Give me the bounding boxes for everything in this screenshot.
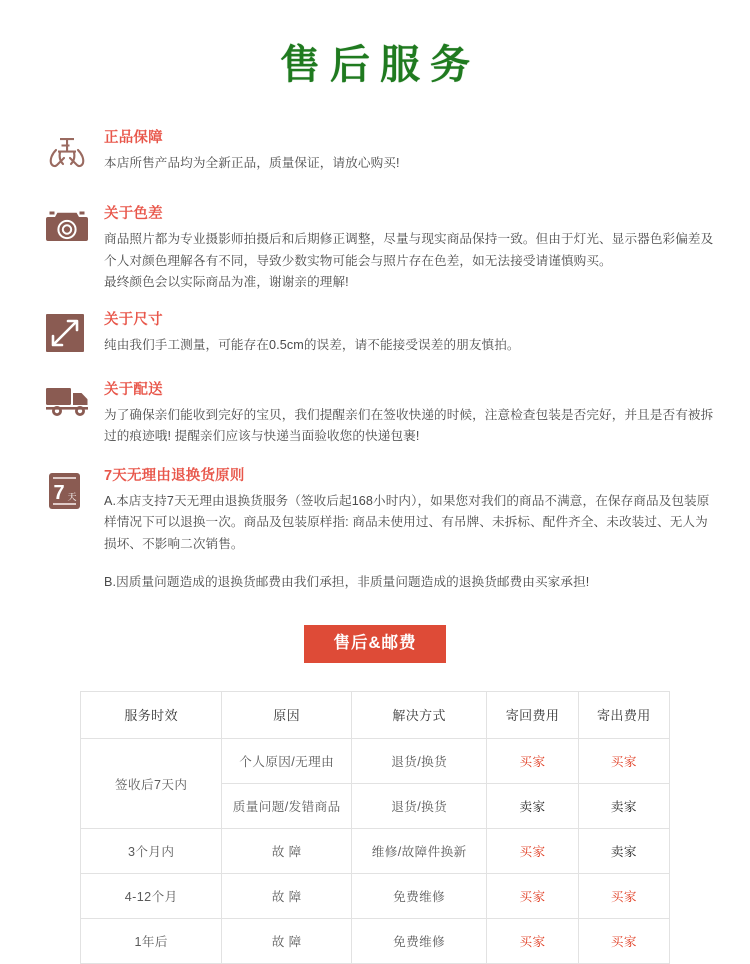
cell-send-fee: 买家 [578, 738, 669, 783]
column-header-solution: 解决方式 [351, 691, 486, 738]
column-header-return-fee: 寄回费用 [487, 691, 578, 738]
cell-reason: 个人原因/无理由 [222, 738, 352, 783]
cell-solution: 退货/换货 [351, 783, 486, 828]
delivery-truck-icon [44, 380, 96, 432]
cell-solution: 维修/故障件换新 [351, 828, 486, 873]
table-row [81, 918, 670, 963]
fee-banner: 售后&邮费 [304, 625, 447, 662]
section-authenticity-para-1: 本店所售产品均为全新正品，质量保证，请放心购买! [104, 155, 400, 170]
section-return-policy-para-a: A.本店支持7天无理由退换货服务（签收后起168小时内），如果您对我们的商品不满意，在保存商品及包装原样情况下可以退换一次。商品及包装原样指: 商品未使用过、有吊牌、未拆标、配件齐全、未改装过、无人为损坏、不影响二次销售。 [104, 493, 710, 552]
section-color-difference-para-1: 商品照片都为专业摄影师拍摄后和后期修正调整，尽量与现实商品保持一致。但由于灯光、显示器色彩偏差及个人对颜色理解各有不同，导致少数实物可能会与照片存在色差，如无法接受请谨慎购买。 [104, 231, 714, 268]
fee-table-header-row [81, 691, 670, 738]
cell-send-fee: 买家 [578, 918, 669, 963]
hands-holding-zheng-icon [44, 128, 96, 180]
resize-diagonal-arrows-icon [44, 310, 96, 362]
section-delivery-para-1: 为了确保亲们能收到完好的宝贝，我们提醒亲们在签收快递的时候，注意检查包装是否完好，并且是否有被拆过的痕迹哦! 提醒亲们应该与快递当面验收您的快递包裹! [104, 407, 714, 444]
cell-solution: 免费维修 [351, 873, 486, 918]
section-color-difference-para-2: 最终颜色会以实际商品为准，谢谢亲的理解! [104, 275, 349, 290]
cell-reason: 故 障 [222, 918, 352, 963]
section-delivery-text [104, 405, 714, 448]
column-header-period: 服务时效 [81, 691, 222, 738]
table-row [81, 828, 670, 873]
cell-solution: 免费维修 [351, 918, 486, 963]
seven-day-calendar-icon [44, 466, 96, 518]
cell-period: 3个月内 [81, 828, 222, 873]
column-header-send-fee: 寄出费用 [578, 691, 669, 738]
camera-icon [44, 204, 96, 256]
column-header-reason: 原因 [222, 691, 352, 738]
table-row [81, 738, 670, 783]
section-return-policy-heading: 7天无理由退换货原则 [104, 467, 245, 484]
cell-return-fee: 买家 [487, 873, 578, 918]
section-return-policy-text [104, 491, 714, 594]
cell-return-fee: 买家 [487, 828, 578, 873]
section-size-text [104, 335, 714, 357]
cell-return-fee: 卖家 [487, 783, 578, 828]
service-sections [0, 128, 750, 593]
cell-solution: 退货/换货 [351, 738, 486, 783]
section-size-heading: 关于尺寸 [104, 311, 163, 328]
section-return-policy [44, 466, 714, 593]
section-size-body [96, 310, 714, 357]
section-authenticity-heading: 正品保障 [104, 130, 163, 146]
section-size-para-1: 纯由我们手工测量，可能存在0.5cm的误差，请不能接受误差的朋友慎拍。 [104, 337, 520, 352]
section-color-difference-text [104, 229, 714, 294]
section-size [44, 310, 714, 362]
cell-return-fee: 买家 [487, 738, 578, 783]
cell-period: 签收后7天内 [81, 738, 222, 828]
section-color-difference-heading: 关于色差 [104, 206, 163, 222]
page-title: 售后服务 [280, 43, 480, 87]
section-color-difference-body [96, 204, 714, 294]
cell-reason: 故 障 [222, 873, 352, 918]
fee-table [80, 691, 670, 964]
seven-day-icon-number: 7 [53, 481, 65, 504]
section-authenticity-body [96, 128, 714, 175]
cell-period: 1年后 [81, 918, 222, 963]
seven-day-icon-unit: 天 [67, 491, 77, 502]
cell-period: 4-12个月 [81, 873, 222, 918]
fee-table-body [81, 738, 670, 963]
section-delivery-heading: 关于配送 [104, 381, 163, 398]
fee-table-wrap [0, 691, 750, 964]
cell-return-fee: 买家 [487, 918, 578, 963]
section-authenticity-text [104, 153, 714, 175]
section-delivery-body [96, 380, 714, 448]
cell-reason: 质量问题/发错商品 [222, 783, 352, 828]
cell-send-fee: 卖家 [578, 783, 669, 828]
cell-send-fee: 卖家 [578, 828, 669, 873]
section-delivery [44, 380, 714, 448]
section-color-difference [44, 204, 714, 294]
section-return-policy-body [96, 466, 714, 593]
cell-send-fee: 买家 [578, 873, 669, 918]
cell-reason: 故 障 [222, 828, 352, 873]
table-row [81, 873, 670, 918]
section-return-policy-para-b: B.因质量问题造成的退换货邮费由我们承担，非质量问题造成的退换货邮费由买家承担! [104, 574, 590, 589]
fee-banner-wrap [0, 625, 750, 662]
section-authenticity [44, 128, 714, 180]
fee-table-head [81, 691, 670, 738]
